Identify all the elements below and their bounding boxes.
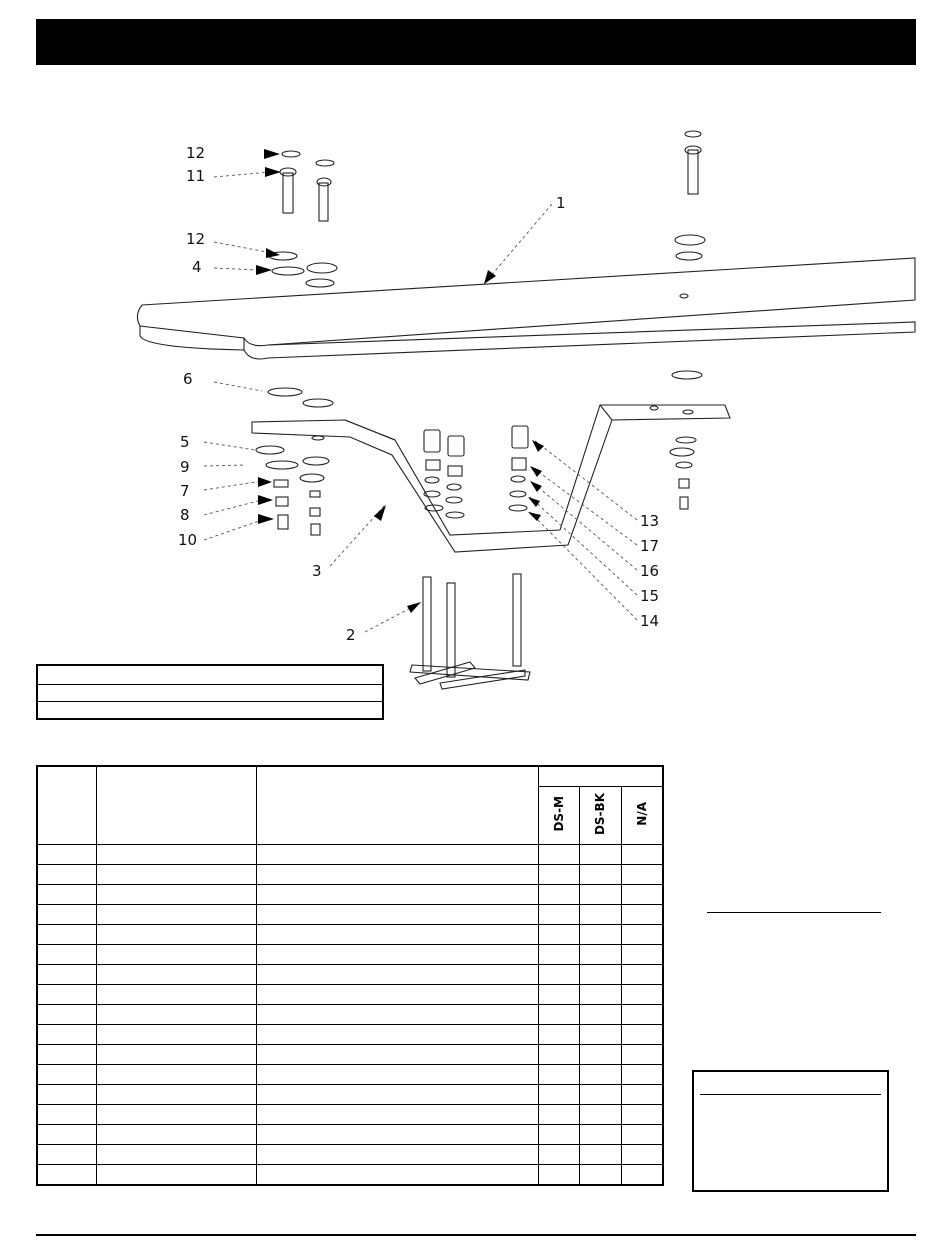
table-cell	[256, 1145, 538, 1165]
table-cell	[37, 925, 96, 945]
legend-divider	[38, 701, 382, 702]
table-cell	[621, 845, 663, 865]
col-header-description	[256, 766, 538, 845]
table-cell	[579, 965, 621, 985]
table-cell	[538, 845, 579, 865]
bolt-left	[283, 173, 293, 213]
table-cell	[37, 1005, 96, 1025]
table-cell	[538, 1065, 579, 1085]
table-cell	[96, 1025, 256, 1045]
note-box-divider	[700, 1094, 881, 1095]
table-cell	[96, 1105, 256, 1125]
table-row	[37, 845, 663, 865]
table-cell	[538, 885, 579, 905]
callout-12-top: 12	[186, 144, 206, 162]
table-cell	[621, 1165, 663, 1186]
table-row	[37, 1045, 663, 1065]
table-row	[37, 1165, 663, 1186]
table-cell	[37, 1165, 96, 1186]
table-row	[37, 1085, 663, 1105]
table-cell	[256, 1005, 538, 1025]
callout-3: 3	[312, 562, 322, 580]
col-header-model-group	[538, 766, 663, 787]
table-row	[37, 865, 663, 885]
table-cell	[621, 945, 663, 965]
table-row	[37, 1145, 663, 1165]
table-row	[37, 1025, 663, 1045]
col-header-na: N/A	[621, 787, 663, 845]
table-cell	[37, 1125, 96, 1145]
table-cell	[538, 905, 579, 925]
table-row	[37, 1125, 663, 1145]
table-cell	[579, 885, 621, 905]
table-cell	[256, 1025, 538, 1045]
table-cell	[621, 1045, 663, 1065]
table-cell	[37, 1065, 96, 1085]
table-cell	[579, 1125, 621, 1145]
table-cell	[579, 1005, 621, 1025]
table-row	[37, 945, 663, 965]
table-cell	[538, 945, 579, 965]
table-cell	[96, 965, 256, 985]
table-cell	[96, 905, 256, 925]
table-cell	[96, 1085, 256, 1105]
table-cell	[96, 885, 256, 905]
table-cell	[538, 965, 579, 985]
table-cell	[621, 865, 663, 885]
table-cell	[621, 905, 663, 925]
col-header-ds-m: DS-M	[538, 787, 579, 845]
table-cell	[256, 1165, 538, 1186]
table-cell	[37, 985, 96, 1005]
table-row	[37, 905, 663, 925]
table-cell	[579, 1165, 621, 1186]
callout-8: 8	[180, 506, 190, 524]
callout-11: 11	[186, 167, 206, 185]
callout-10: 10	[178, 531, 198, 549]
callout-15: 15	[640, 587, 660, 605]
callout-5: 5	[180, 433, 190, 451]
board	[137, 258, 915, 346]
table-cell	[579, 1145, 621, 1165]
table-cell	[37, 965, 96, 985]
callout-17: 17	[640, 537, 660, 555]
table-cell	[538, 925, 579, 945]
table-cell	[96, 1125, 256, 1145]
table-cell	[621, 925, 663, 945]
table-cell	[621, 885, 663, 905]
table-cell	[256, 925, 538, 945]
table-cell	[538, 1145, 579, 1165]
table-cell	[538, 985, 579, 1005]
table-cell	[621, 1065, 663, 1085]
table-cell	[37, 1025, 96, 1045]
table-cell	[579, 925, 621, 945]
table-cell	[621, 1105, 663, 1125]
side-divider	[707, 912, 881, 913]
table-cell	[256, 1125, 538, 1145]
table-cell	[37, 885, 96, 905]
table-cell	[256, 885, 538, 905]
table-cell	[538, 1085, 579, 1105]
table-cell	[256, 865, 538, 885]
table-cell	[538, 1025, 579, 1045]
parts-table-body	[37, 845, 663, 1186]
table-cell	[579, 1065, 621, 1085]
table-cell	[256, 1085, 538, 1105]
table-cell	[37, 905, 96, 925]
table-row	[37, 1065, 663, 1085]
col-header-ds-bk: DS-BK	[579, 787, 621, 845]
table-cell	[621, 1145, 663, 1165]
callout-13: 13	[640, 512, 660, 530]
table-cell	[96, 1065, 256, 1085]
table-row	[37, 885, 663, 905]
table-cell	[538, 1005, 579, 1025]
footer-rule	[36, 1234, 916, 1236]
table-cell	[96, 865, 256, 885]
table-cell	[579, 1045, 621, 1065]
table-cell	[37, 945, 96, 965]
table-cell	[96, 1145, 256, 1165]
table-cell	[37, 1105, 96, 1125]
table-cell	[579, 905, 621, 925]
table-cell	[256, 905, 538, 925]
table-row	[37, 1005, 663, 1025]
callout-12-mid: 12	[186, 230, 206, 248]
table-cell	[256, 1065, 538, 1085]
col-header-item	[37, 766, 96, 845]
table-cell	[621, 1125, 663, 1145]
callout-14: 14	[640, 612, 660, 630]
callout-16: 16	[640, 562, 660, 580]
table-cell	[579, 1025, 621, 1045]
table-cell	[538, 865, 579, 885]
table-cell	[579, 1105, 621, 1125]
table-cell	[96, 1165, 256, 1186]
table-cell	[621, 1085, 663, 1105]
callout-6: 6	[183, 370, 193, 388]
table-cell	[621, 1005, 663, 1025]
legend-box	[36, 664, 384, 720]
callout-2: 2	[346, 626, 356, 644]
callout-4: 4	[192, 258, 202, 276]
callout-1: 1	[556, 194, 566, 212]
table-row	[37, 985, 663, 1005]
table-cell	[538, 1125, 579, 1145]
table-row	[37, 965, 663, 985]
table-cell	[256, 845, 538, 865]
table-cell	[96, 845, 256, 865]
legend-divider	[38, 684, 382, 685]
table-cell	[37, 1085, 96, 1105]
table-row	[37, 925, 663, 945]
table-cell	[37, 865, 96, 885]
table-cell	[621, 1025, 663, 1045]
table-cell	[37, 1045, 96, 1065]
table-cell	[256, 965, 538, 985]
table-cell	[579, 865, 621, 885]
table-cell	[579, 845, 621, 865]
table-cell	[621, 965, 663, 985]
table-cell	[538, 1105, 579, 1125]
table-cell	[538, 1045, 579, 1065]
note-box	[692, 1070, 889, 1192]
parts-table	[36, 765, 664, 1186]
table-cell	[256, 945, 538, 965]
table-cell	[256, 1105, 538, 1125]
table-cell	[579, 1085, 621, 1105]
table-cell	[256, 1045, 538, 1065]
table-cell	[96, 1005, 256, 1025]
table-cell	[96, 985, 256, 1005]
table-cell	[96, 945, 256, 965]
callout-7: 7	[180, 482, 190, 500]
table-cell	[96, 925, 256, 945]
table-cell	[96, 1045, 256, 1065]
table-cell	[579, 985, 621, 1005]
col-header-part-number	[96, 766, 256, 845]
callout-9: 9	[180, 458, 190, 476]
table-cell	[256, 985, 538, 1005]
table-cell	[579, 945, 621, 965]
table-row	[37, 1105, 663, 1125]
table-cell	[621, 985, 663, 1005]
table-cell	[37, 1145, 96, 1165]
table-cell	[37, 845, 96, 865]
table-cell	[538, 1165, 579, 1186]
